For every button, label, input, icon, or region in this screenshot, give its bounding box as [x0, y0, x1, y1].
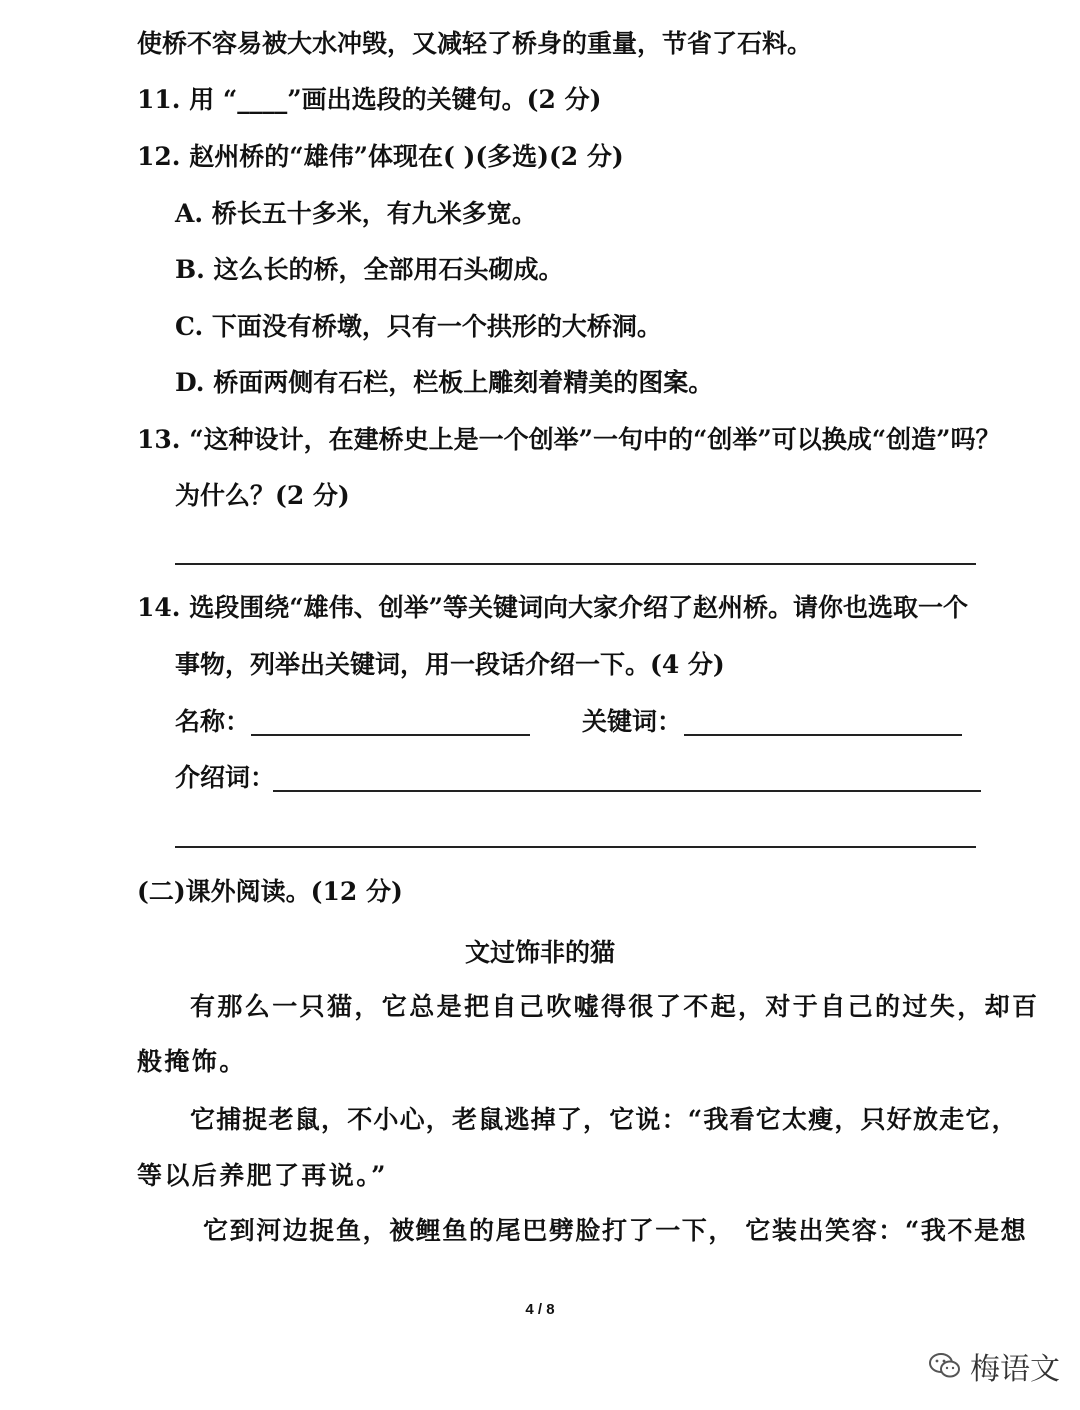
page-number: 4 / 8: [525, 1301, 555, 1318]
option-b: B. 这么长的桥，全部用石头砌成。: [175, 255, 564, 284]
option-c: C. 下面没有桥墩，只有一个拱形的大桥洞。: [175, 312, 662, 341]
paragraph-1-line-2: 般掩饰。: [137, 1047, 247, 1076]
keyword-label: 关键词：: [582, 707, 683, 736]
question-12: 12. 赵州桥的“雄伟”体现在( )(多选)(2 分): [137, 142, 624, 171]
watermark-text: 梅语文: [970, 1352, 1060, 1387]
question-14-cont: 事物，列举出关键词，用一段话介绍一下。(4 分): [175, 650, 725, 679]
question-11: 11. 用 “____”画出选段的关键句。(2 分): [137, 85, 602, 114]
paragraph-2-line-1: 它捕捉老鼠，不小心，老鼠逃掉了，它说：“我看它太瘦，只好放走它，: [190, 1105, 1018, 1134]
text-line-1: 使桥不容易被大水冲毁，又减轻了桥身的重量，节省了石料。: [137, 29, 813, 58]
paragraph-2-line-2: 等以后养肥了再说。”: [137, 1161, 388, 1190]
keyword-answer-line: [684, 734, 962, 736]
option-d: D. 桥面两侧有石栏，栏板上雕刻着精美的图案。: [175, 368, 714, 397]
watermark: [928, 1344, 1060, 1388]
intro-label: 介绍词：: [175, 763, 276, 792]
paragraph-1-line-1: 有那么一只猫，它总是把自己吹嘘得很了不起，对于自己的过失，却百: [190, 992, 1040, 1021]
question-13: 13. “这种设计，在建桥史上是一个创举”一句中的“创举”可以换成“创造”吗？: [137, 425, 1001, 454]
name-answer-line: [251, 734, 530, 736]
intro-answer-line-1: [273, 790, 981, 792]
question-14: 14. 选段围绕“雄伟、创举”等关键词向大家介绍了赵州桥。请你也选取一个: [137, 593, 968, 622]
wechat-icon: [928, 1352, 962, 1380]
section-heading: (二)课外阅读。(12 分): [137, 877, 403, 906]
story-title: 文过饰非的猫: [464, 938, 615, 967]
option-a: A. 桥长五十多米，有九米多宽。: [175, 199, 537, 228]
paragraph-3-line-1: 它到河边捉鱼，被鲤鱼的尾巴劈脸打了一下， 它装出笑容：“我不是想: [203, 1216, 1028, 1245]
intro-answer-line-2: [175, 846, 976, 848]
name-label: 名称：: [175, 707, 251, 736]
answer-line-13: [175, 563, 976, 565]
question-13-cont: 为什么？(2 分): [175, 481, 350, 510]
